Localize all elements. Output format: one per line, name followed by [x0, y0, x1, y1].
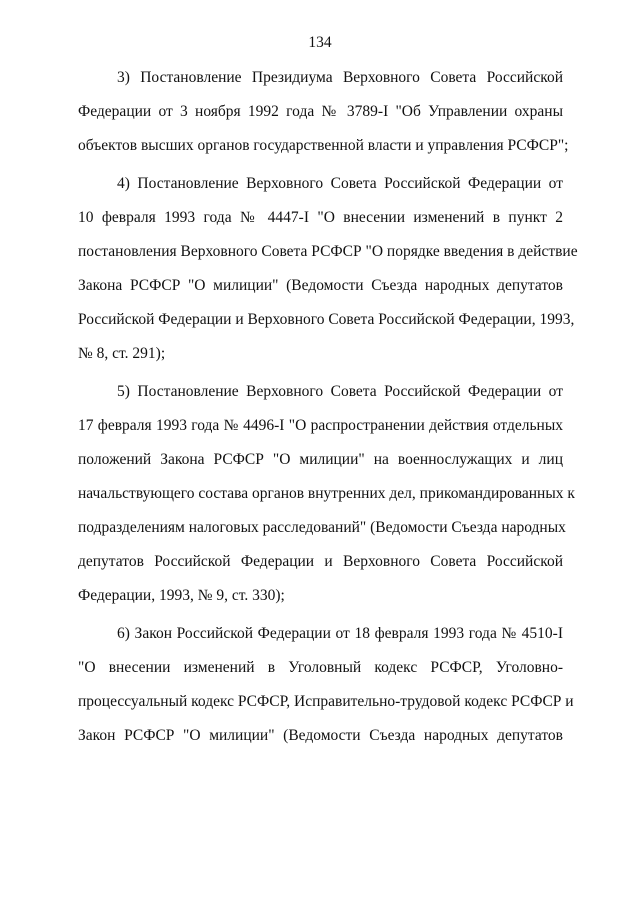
text-line: Закон РСФСР "О милиции" (Ведомости Съезда народных депутатов: [78, 727, 563, 744]
text-line: № 8, ст. 291);: [78, 345, 166, 362]
paragraph: [78, 68, 569, 170]
text-line: положений Закона РСФСР "О милиции" на военнослужащих и лиц: [78, 451, 563, 468]
text-line: Федерации от 3 ноября 1992 года № 3789-I "Об Управлении охраны: [78, 103, 563, 120]
document-body: [78, 68, 578, 764]
text-line: процессуальный кодекс РСФСР, Исправительно-трудовой кодекс РСФСР и: [78, 693, 574, 710]
text-line: 17 февраля 1993 года № 4496-I "О распространении действия отдельных: [78, 417, 563, 434]
text-line: депутатов Российской Федерации и Верховного Совета Российской: [78, 553, 563, 570]
text-line: Закона РСФСР "О милиции" (Ведомости Съезда народных депутатов: [78, 277, 563, 294]
text-line: постановления Верховного Совета РСФСР "О порядке введения в действие: [78, 243, 578, 260]
text-line: 6) Закон Российской Федерации от 18 февраля 1993 года № 4510-I: [117, 625, 563, 642]
paragraph: [78, 174, 578, 378]
text-line: начальствующего состава органов внутренних дел, прикомандированных к: [78, 485, 575, 502]
text-line: подразделениям налоговых расследований" (Ведомости Съезда народных: [78, 519, 566, 536]
text-line: Российской Федерации и Верховного Совета Российской Федерации, 1993,: [78, 311, 575, 328]
text-line: 5) Постановление Верховного Совета Российской Федерации от: [117, 383, 563, 400]
text-line: "О внесении изменений в Уголовный кодекс РСФСР, Уголовно-: [78, 659, 563, 676]
paragraph: [78, 382, 575, 620]
text-line: 10 февраля 1993 года № 4447-I "О внесении изменений в пункт 2: [78, 209, 563, 226]
text-line: Федерации, 1993, № 9, ст. 330);: [78, 587, 285, 604]
text-line: объектов высших органов государственной власти и управления РСФСР";: [78, 137, 569, 154]
paragraph: [78, 624, 574, 760]
page-number: 134: [308, 34, 332, 51]
text-line: 4) Постановление Верховного Совета Российской Федерации от: [117, 175, 563, 192]
text-line: 3) Постановление Президиума Верховного Совета Российской: [117, 69, 563, 86]
